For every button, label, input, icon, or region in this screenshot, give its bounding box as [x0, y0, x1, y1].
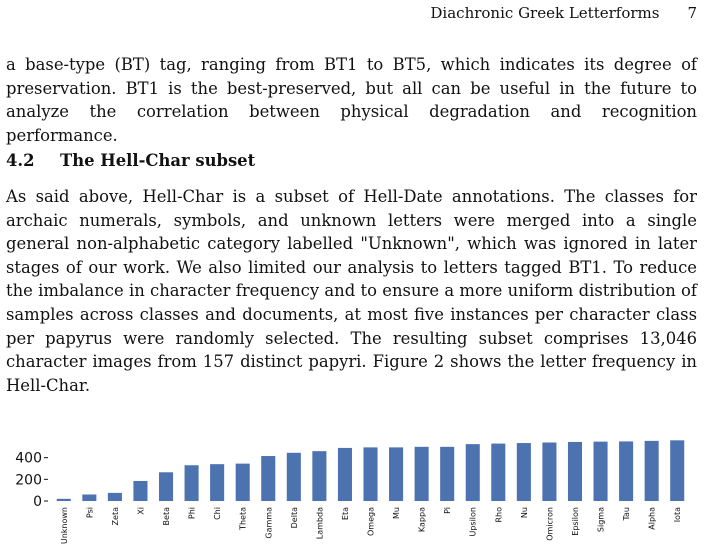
x-tick-label-rho: Rho: [494, 507, 504, 523]
x-tick-label-omicron: Omicron: [545, 507, 555, 541]
y-tick-label: 200: [15, 472, 42, 489]
bar-iota: [670, 440, 684, 501]
bar-omicron: [542, 443, 556, 502]
body-paragraph-1: a base-type (BT) tag, ranging from BT1 to BT5, which indicates its degree of preservation. BT1 is the best-preserved, but all can be useful in the future to analyze the correlation between physical degradation and recognition performance.: [6, 55, 697, 145]
bar-chart-svg: [0, 436, 705, 550]
x-tick-label-kappa: Kappa: [417, 507, 427, 533]
bar-pi: [440, 447, 454, 501]
bar-zeta: [108, 493, 122, 501]
x-tick-label-zeta: Zeta: [110, 507, 120, 526]
x-tick-label-xi: Xi: [136, 507, 146, 515]
bar-gamma: [261, 456, 275, 501]
x-tick-label-theta: Theta: [238, 507, 248, 530]
bar-delta: [287, 453, 301, 501]
bar-psi: [82, 495, 96, 502]
page-number: 7: [687, 4, 697, 22]
bar-epsilon: [568, 442, 582, 501]
x-tick-label-epsilon: Epsilon: [570, 507, 580, 536]
x-tick-label-omega: Omega: [366, 507, 376, 536]
section-heading: [6, 151, 255, 170]
bar-sigma: [594, 442, 608, 501]
x-tick-label-alpha: Alpha: [647, 507, 657, 530]
bar-unknown: [57, 499, 71, 501]
bar-xi: [133, 481, 147, 501]
x-tick-label-lambda: Lambda: [315, 507, 325, 540]
bar-mu: [389, 447, 403, 501]
bar-chi: [210, 464, 224, 501]
x-tick-label-pi: Pi: [443, 507, 453, 514]
bar-omega: [363, 447, 377, 501]
x-tick-label-eta: Eta: [340, 507, 350, 521]
bar-tau: [619, 441, 633, 501]
x-tick-label-chi: Chi: [213, 507, 223, 520]
bar-eta: [338, 448, 352, 501]
x-axis: [60, 507, 682, 544]
x-tick-label-unknown: Unknown: [59, 507, 69, 545]
x-tick-label-beta: Beta: [162, 507, 172, 526]
y-tick-label: 400: [15, 450, 42, 467]
x-tick-label-phi: Phi: [187, 507, 197, 520]
letter-frequency-chart: [0, 436, 705, 550]
bar-theta: [236, 464, 250, 501]
x-tick-label-sigma: Sigma: [596, 507, 606, 533]
body-paragraph-2: As said above, Hell-Char is a subset of Hell-Date annotations. The classes for archaic numerals, symbols, and unknown letters were merged into a single general non-alphabetic category labelled "Unknown", which was ignored in later stages of our work. We also limited our analysis to letters tagged BT1. To reduce the imbalance in character frequency and to ensure a more uniform distribution of samples across classes and documents, at most five instances per character class per papyrus were randomly selected. The resulting subset comprises 13,046 character images from 157 distinct papyri. Figure 2 shows the letter frequency in Hell-Char.: [6, 187, 697, 395]
section-number: 4.2: [6, 151, 35, 170]
x-tick-label-upsilon: Upsilon: [468, 507, 478, 537]
bar-alpha: [645, 441, 659, 501]
y-axis: [15, 451, 48, 510]
bar-beta: [159, 472, 173, 501]
running-title: Diachronic Greek Letterforms: [430, 4, 660, 22]
x-tick-label-gamma: Gamma: [264, 507, 274, 539]
bar-rho: [491, 444, 505, 501]
x-tick-label-nu: Nu: [519, 507, 529, 519]
running-header: [430, 4, 697, 22]
x-tick-label-psi: Psi: [85, 507, 95, 519]
bar-kappa: [415, 447, 429, 501]
x-tick-label-iota: Iota: [673, 507, 683, 523]
bar-phi: [185, 465, 199, 501]
x-tick-label-tau: Tau: [622, 507, 632, 521]
section-title: The Hell-Char subset: [60, 151, 256, 170]
bars: [57, 440, 685, 501]
y-tick-label: 0: [33, 494, 42, 510]
x-tick-label-delta: Delta: [289, 507, 299, 529]
bar-upsilon: [466, 444, 480, 501]
bar-lambda: [312, 451, 326, 501]
x-tick-label-mu: Mu: [392, 507, 402, 519]
bar-nu: [517, 443, 531, 501]
